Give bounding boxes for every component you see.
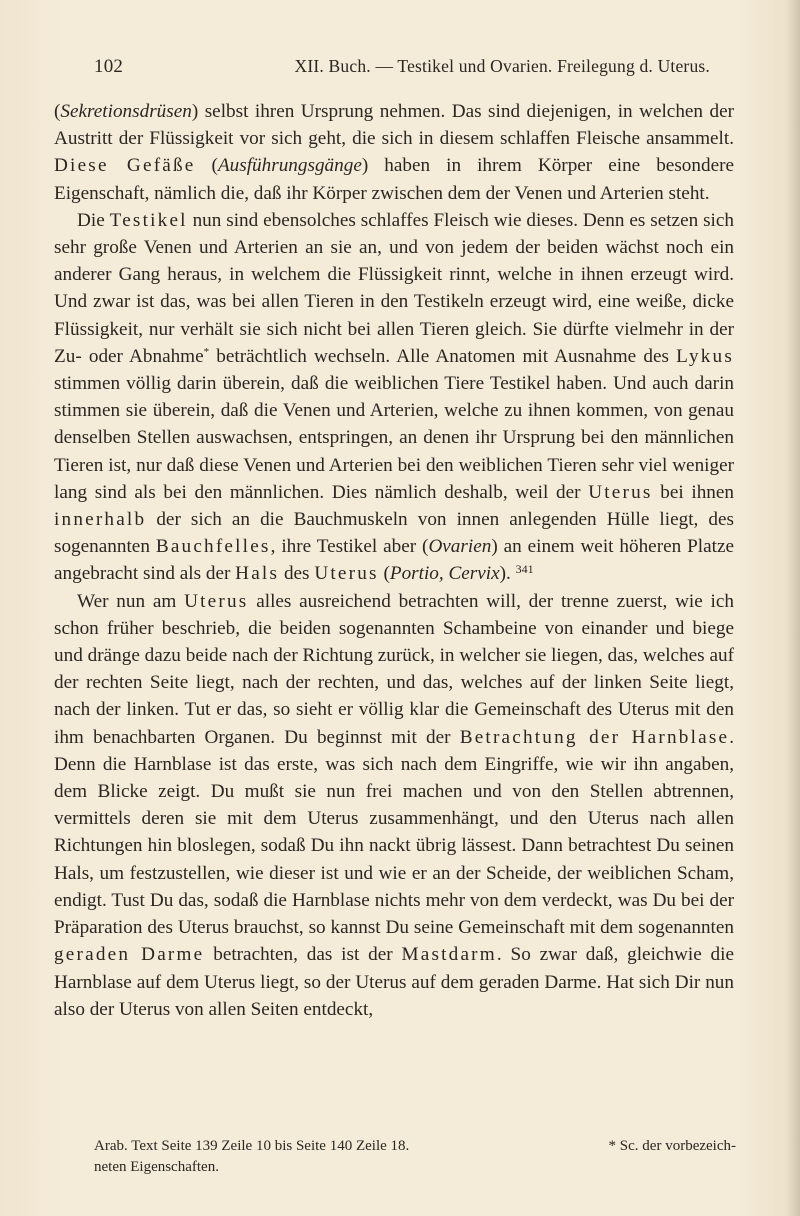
text-run: ) selbst ihren Ursprung nehmen. Das sind diejenigen, in welchen der Austritt der Flüssigkeit vor sich geht, die sich in diesem schlaffen Fleische ansammelt. [54, 101, 734, 150]
spaced-emphasis: Uterus [588, 481, 653, 503]
text-run: Wer nun am [77, 590, 185, 612]
spaced-emphasis: Uterus [184, 590, 249, 612]
running-title: XII. Buch. — Testikel und Ovarien. Freilegung d. Uterus. [294, 56, 710, 76]
italic-term: Sekretionsdrüsen [60, 101, 192, 122]
source-reference-note: Arab. Text Seite 139 Zeile 10 bis Seite 140 Zeile 18. [94, 1138, 410, 1154]
text-run: stimmen völlig darin überein, daß die weiblichen Tiere Testikel haben. Und auch darin stimmen sie überein, daß die Venen und Arterien, welche zu ihnen kommen, von genau denselben Stellen auswachsen, entspringen, an denen ihr Ursprung bei den männlichen Tieren ist, nur daß diese Venen und Arterien bei den weiblichen Tieren sehr viel weniger lang sind als bei den männlichen. Dies nämlich deshalb, weil der [54, 373, 734, 503]
paragraph [54, 98, 734, 207]
text-run: ) haben in ihrem Körper eine besondere Eigenschaft, nämlich die, daß ihr Körper zwischen dem der Venen und Arterien steht. [54, 155, 734, 204]
body-text [54, 98, 734, 1023]
arabic-text-reference: 341 [515, 562, 534, 577]
italic-term: Ausführungsgänge [217, 155, 362, 177]
footnote-continuation: neten Eigenschaften. [94, 1159, 219, 1175]
paragraph [54, 207, 734, 588]
text-run: , ihre Testikel aber ( [270, 536, 429, 558]
spaced-emphasis: Betrachtung der Harnblase [459, 726, 730, 748]
text-run: des [279, 563, 315, 585]
spaced-emphasis: Diese Gefäße [54, 155, 196, 177]
footnote-row [94, 1136, 736, 1157]
text-run: beträchtlich wechseln. Alle Anatomen mit Ausnahme des [209, 345, 677, 367]
spaced-emphasis: Bauchfelles [155, 536, 271, 558]
spaced-emphasis: Testikel [109, 209, 188, 231]
paragraph [54, 588, 734, 1023]
text-run: alles ausreichend betrachten will, der trenne zuerst, wie ich schon früher beschrieb, die beiden sogenannten Schambeine von einander und biege und dränge dazu beide nach der Richtung zurück, in welcher sie liegen, das, welches auf der rechten Seite liegt, nach der rechten, und das, welches auf der linken Seite liegt, nach der linken. Tut er das, so sieht er völlig klar die Gemeinschaft des Uterus mit den ihm benachbarten Organen. Du beginnst mit der [54, 590, 734, 748]
page-edge-shadow [786, 0, 800, 1216]
text-run: betrachten, das ist der [204, 944, 402, 966]
spaced-emphasis: Mastdarm [401, 944, 497, 966]
text-run: ( [54, 101, 61, 122]
running-header [94, 56, 710, 86]
text-run: nun sind ebensolches schlaffes Fleisch wie dieses. Denn es setzen sich sehr große Venen und Arterien an sie an, und von jedem der beiden wächst noch ein anderer Gang heraus, in welchem die Flüssigkeit rinnt, welche in ihnen erzeugt wird. Und zwar ist das, was bei allen Tieren in den Testikeln erzeugt wird, eine weiße, dicke Flüssigkeit, nur verhält sie sich nicht bei allen Tieren gleich. Sie dürfte vielmehr in der Zu- oder Abnahme [54, 209, 734, 367]
italic-term: Ovarien [428, 536, 492, 558]
asterisk-footnote: * Sc. der vorbezeich- [608, 1138, 736, 1154]
text-run: der sich an die Bauchmuskeln von innen anlegenden Hülle liegt, des sogenannten [54, 509, 734, 558]
text-run: . Denn die Harnblase ist das erste, was sich nach dem Eingriffe, wie wir ihn angaben, dem Blicke zeigt. Du mußt sie nun frei machen und von den Stellen abtrennen, vermittels deren sie mit dem Uterus zusammenhängt, und den Uterus nach allen Richtungen hin bloslegen, sodaß Du ihn nackt übrig lässest. Dann betrachtest Du seinen Hals, um festzustellen, wie dieser ist und wie er an der Scheide, der weiblichen Scham, endigt. Tust Du das, sodaß die Harnblase nichts mehr von dem verdeckt, was Du bei der Präparation des Uterus brauchst, so kannst Du seine Gemeinschaft mit dem sogenannten [54, 726, 735, 939]
text-run: ( [195, 155, 218, 177]
text-run: . So zwar daß, gleichwie die Harnblase auf dem Uterus liegt, so der Uterus auf dem geraden Darme. Hat sich Dir nun also der Uterus von allen Seiten entdeckt, [54, 944, 734, 1020]
text-run: Die [77, 209, 110, 231]
text-run: ). [499, 563, 516, 585]
spaced-emphasis: geraden Darme [54, 944, 205, 966]
footnotes [94, 1136, 736, 1178]
page-number: 102 [94, 56, 124, 77]
spaced-emphasis: Hals [235, 563, 280, 585]
italic-term: Portio, Cervix [389, 563, 500, 585]
text-run: ( [378, 563, 390, 585]
text-run: ) an einem weit höheren Platze angebracht sind als der [54, 536, 734, 585]
text-run: bei ihnen [652, 481, 734, 503]
footnote-marker: * [203, 345, 210, 358]
spaced-emphasis: Uterus [314, 563, 379, 585]
spaced-emphasis: Lykus [676, 345, 734, 367]
spaced-emphasis: innerhalb [54, 509, 147, 531]
